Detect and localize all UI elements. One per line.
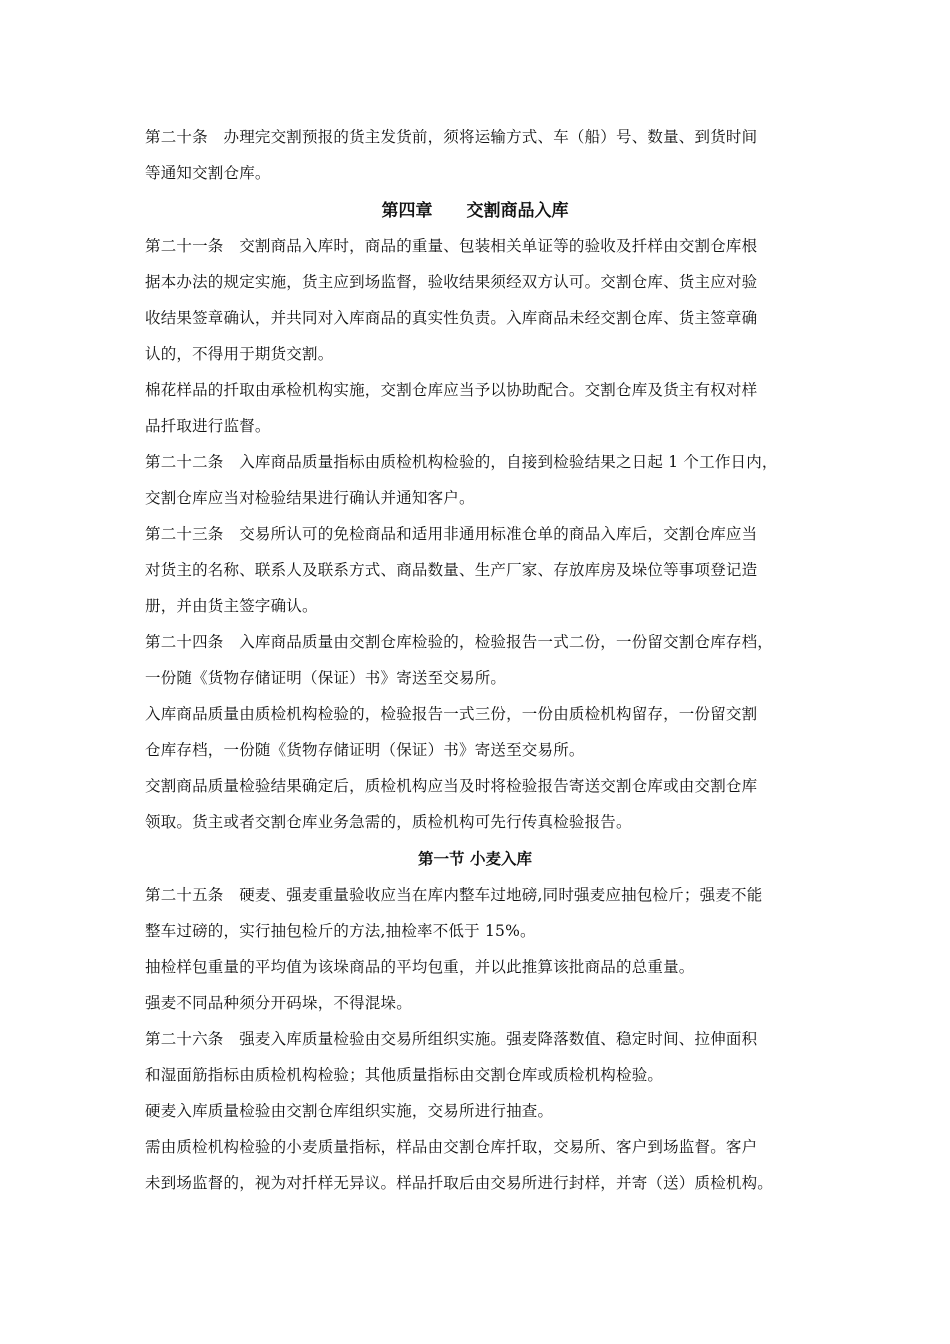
text-line: 第二十一条 交割商品入库时，商品的重量、包装相关单证等的验收及扦样由交割仓库根 (145, 237, 758, 255)
text-line: 第二十三条 交易所认可的免检商品和适用非通用标准仓单的商品入库后，交割仓库应当 (145, 525, 758, 543)
text-line: 第二十五条 硬麦、强麦重量验收应当在库内整车过地磅,同时强麦应抽包检斤；强麦不能 (145, 886, 763, 904)
text-line: 抽检样包重量的平均值为该垛商品的平均包重，并以此推算该批商品的总重量。 (145, 958, 695, 976)
text-line: 和湿面筋指标由质检机构检验；其他质量指标由交割仓库或质检机构检验。 (145, 1066, 664, 1084)
text-line: 第二十六条 强麦入库质量检验由交易所组织实施。强麦降落数值、稳定时间、拉伸面积 (145, 1030, 758, 1048)
text-line: 对货主的名称、联系人及联系方式、商品数量、生产厂家、存放库房及垛位等事项登记造 (145, 561, 758, 579)
text-line: 棉花样品的扦取由承检机构实施，交割仓库应当予以协助配合。交割仓库及货主有权对样 (145, 381, 758, 399)
text-line: 等通知交割仓库。 (145, 164, 271, 182)
text-line: 收结果签章确认，并共同对入库商品的真实性负责。入库商品未经交割仓库、货主签章确 (145, 309, 758, 327)
chapter-heading: 第四章 交割商品入库 (381, 201, 569, 221)
text-line: 交割仓库应当对检验结果进行确认并通知客户。 (145, 489, 475, 507)
text-line: 硬麦入库质量检验由交割仓库组织实施，交易所进行抽查。 (145, 1102, 554, 1120)
text-line: 第二十四条 入库商品质量由交割仓库检验的，检验报告一式二份，一份留交割仓库存档， (145, 633, 774, 651)
text-line: 册，并由货主签字确认。 (145, 597, 318, 615)
text-line: 认的，不得用于期货交割。 (145, 345, 334, 363)
text-line: 需由质检机构检验的小麦质量指标，样品由交割仓库扦取，交易所、客户到场监督。客户 (145, 1138, 758, 1156)
text-line: 仓库存档，一份随《货物存储证明（保证）书》寄送至交易所。 (145, 741, 585, 759)
section-heading: 第一节 小麦入库 (418, 849, 532, 868)
text-line: 入库商品质量由质检机构检验的，检验报告一式三份，一份由质检机构留存，一份留交割 (145, 705, 758, 723)
text-line: 第二十二条 入库商品质量指标由质检机构检验的，自接到检验结果之日起 1 个工作日内， (145, 453, 778, 471)
text-line: 领取。货主或者交割仓库业务急需的，质检机构可先行传真检验报告。 (145, 813, 632, 831)
text-line: 品扦取进行监督。 (145, 417, 271, 435)
text-line: 第二十条 办理完交割预报的货主发货前，须将运输方式、车（船）号、数量、到货时间 (145, 128, 758, 146)
text-line: 整车过磅的，实行抽包检斤的方法,抽检率不低于 15%。 (145, 922, 536, 940)
text-line: 强麦不同品种须分开码垛，不得混垛。 (145, 994, 412, 1012)
text-line: 据本办法的规定实施，货主应到场监督，验收结果须经双方认可。交割仓库、货主应对验 (145, 273, 758, 291)
text-line: 交割商品质量检验结果确定后，质检机构应当及时将检验报告寄送交割仓库或由交割仓库 (145, 777, 758, 795)
text-line: 未到场监督的，视为对扦样无异议。样品扦取后由交易所进行封样，并寄（送）质检机构。 (145, 1174, 774, 1192)
text-line: 一份随《货物存储证明（保证）书》寄送至交易所。 (145, 669, 507, 687)
